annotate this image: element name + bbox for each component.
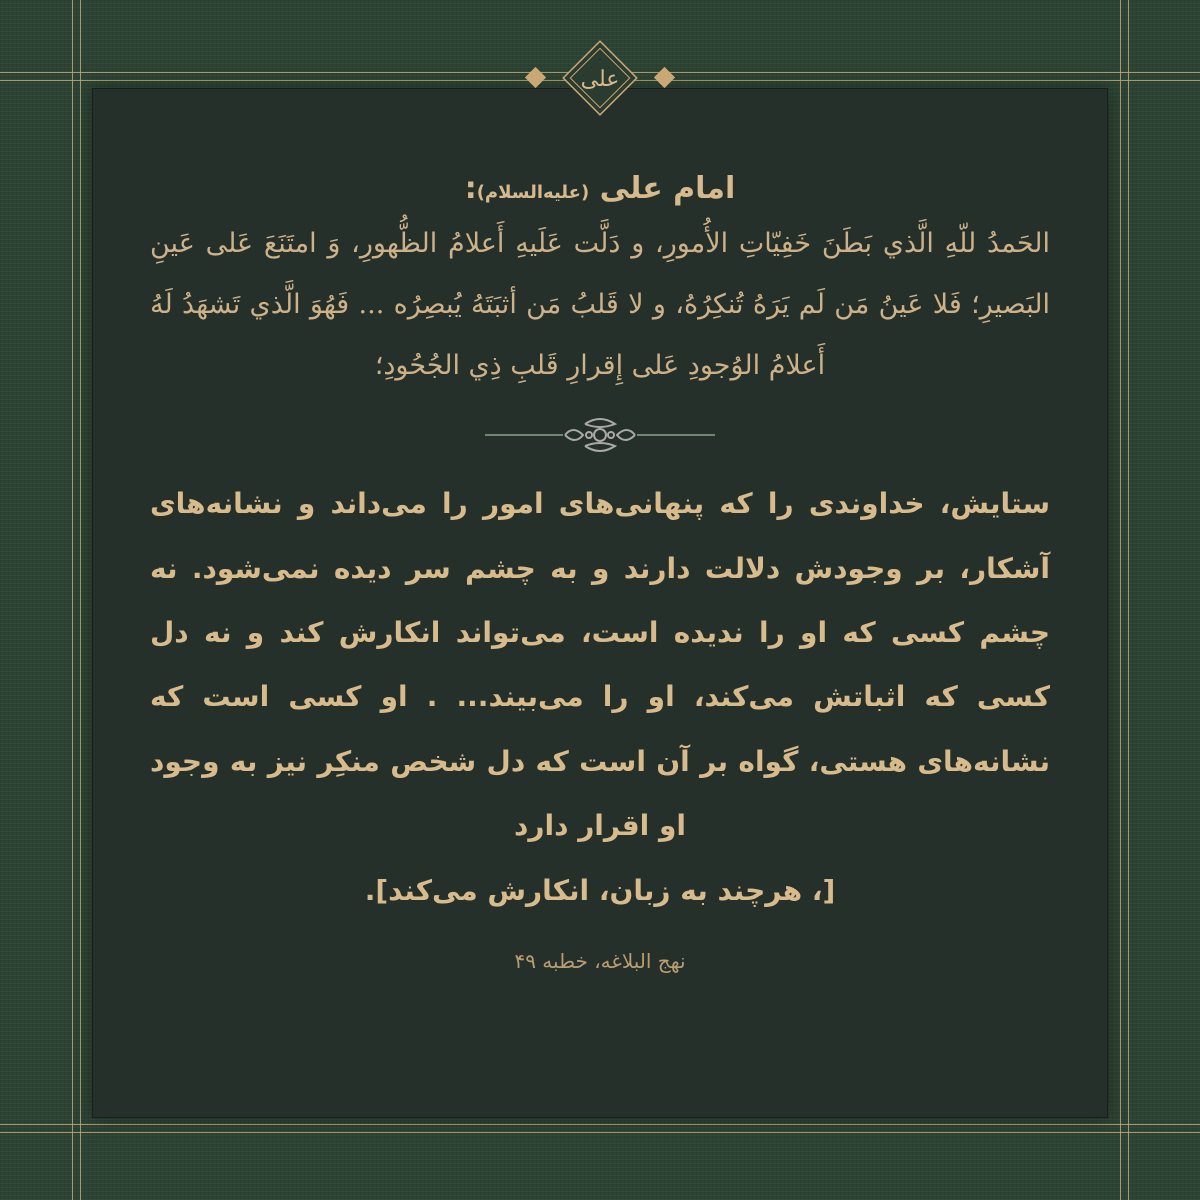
ornament-divider	[485, 410, 715, 460]
source-reference: نهج البلاغه، خطبه ۴۹	[514, 948, 686, 973]
persian-text-last: [، هرچند به زبان، انکارش می‌کند].	[364, 873, 836, 907]
main-content	[150, 160, 1050, 1060]
emblem-text: علی	[580, 67, 620, 92]
frame-line	[1128, 0, 1129, 1200]
frame-line	[0, 1124, 1200, 1125]
title-name: امام علی	[599, 171, 736, 206]
frame-line	[80, 0, 81, 1200]
frame-line	[1120, 0, 1121, 1200]
title-colon: :	[464, 171, 477, 206]
persian-translation	[150, 472, 1050, 923]
emblem-logo	[560, 38, 640, 118]
page-title	[150, 168, 1050, 210]
arabic-quote: الحَمدُ للّهِ الَّذي بَطَنَ خَفِيّاتِ الأُمورِ، و دَلَّت عَلَيهِ أَعلامُ الظُّهورِ، وَ امتَنَعَ عَلى عَينِ البَصيرِ؛ فَلا عَينُ مَن لَم يَرَهُ تُنكِرُهُ، و لا قَلبُ مَن أثبَتَهُ يُبصِرُه ... فَهُوَ الَّذي تَشهَدُ لَهُ أَعلامُ الوُجودِ عَلى إِقرارِ قَلبِ ذِي الجُحُودِ؛	[150, 228, 1050, 381]
title-honorific: (علیه‌السلام)	[476, 182, 590, 203]
frame-line	[72, 0, 73, 1200]
ornament-diamond-right	[654, 67, 675, 88]
persian-text: ستایش، خداوندی را که پنهانی‌های امور را می‌داند و نشانه‌های آشکار، بر وجودش دلالت دارند و به چشم سر دیده نمی‌شود. نه چشم کسی که او را ندیده است، می‌تواند انکارش کند و نه دل کسی که اثباتش می‌کند، او را می‌بیند... . او کسی است که نشانه‌های هستی، گواه بر آن است که دل شخص منکِر نیز به وجود او اقرار دارد	[150, 487, 1050, 843]
ornament-diamond-left	[525, 67, 546, 88]
frame-line	[0, 1132, 1200, 1133]
